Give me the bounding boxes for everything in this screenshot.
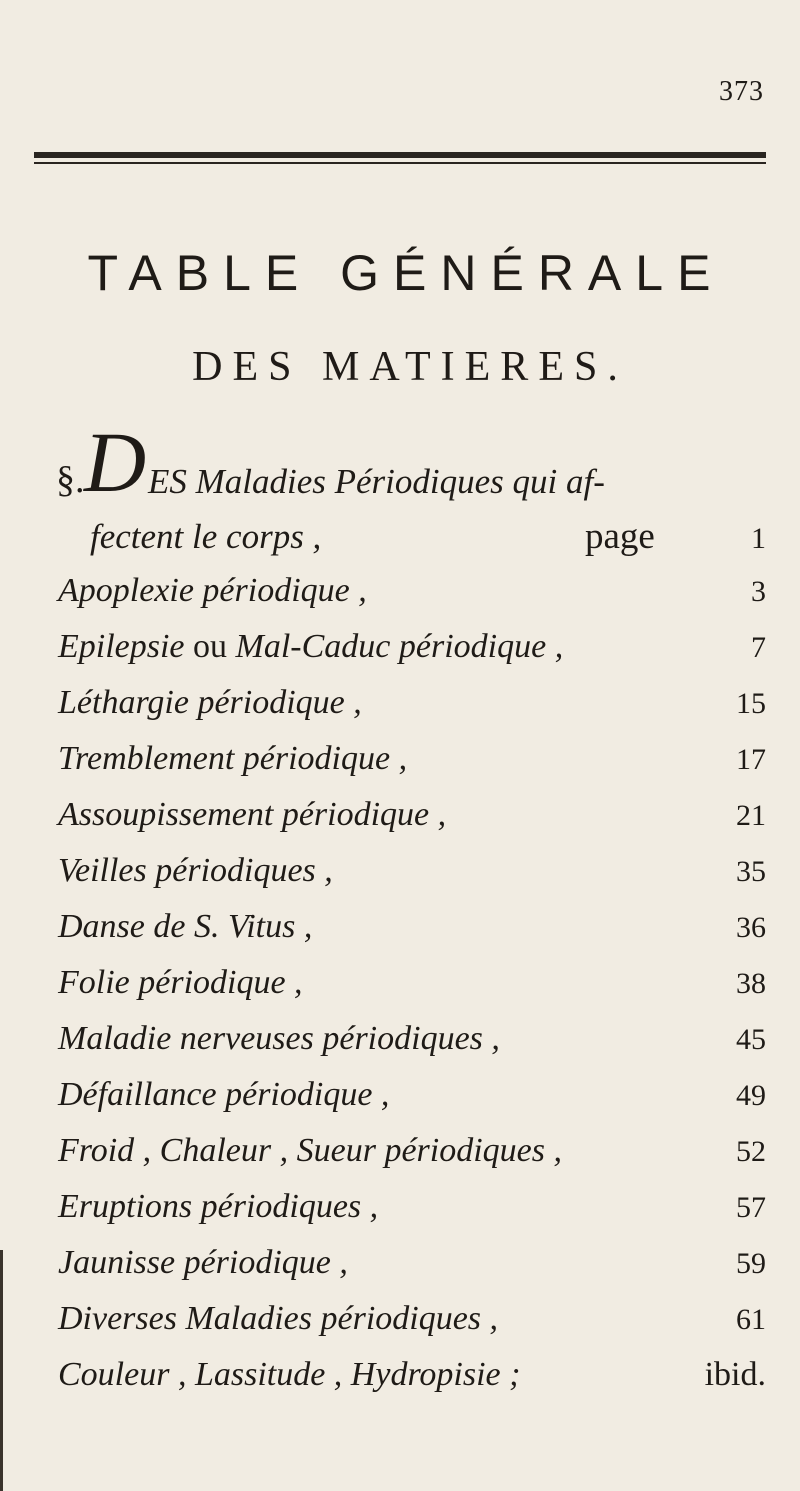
- entry-title: Froid , Chaleur , Sueur périodiques ,: [58, 1132, 562, 1169]
- header-rule: [34, 152, 766, 158]
- entry-title: Danse de S. Vitus ,: [58, 908, 313, 945]
- list-item: [58, 964, 766, 1020]
- page-number: 373: [719, 76, 764, 107]
- entry-page: 38: [736, 967, 766, 1000]
- entry-title: Eruptions périodiques ,: [58, 1188, 379, 1225]
- entry-title: [58, 628, 563, 666]
- entry-title: Couleur , Lassitude , Hydropisie ;: [58, 1356, 521, 1393]
- entry-page: 61: [736, 1303, 766, 1336]
- entry-page: 17: [736, 743, 766, 776]
- section-mark: §.: [56, 459, 85, 501]
- entry-title: Assoupissement périodique ,: [58, 796, 447, 833]
- intro-line-1: ES Maladies Périodiques qui af-: [148, 462, 605, 501]
- entry-title-a: Epilepsie: [58, 628, 185, 665]
- list-item: [58, 1132, 766, 1188]
- intro-line-2: fectent le corps ,: [90, 517, 322, 556]
- entry-title: Apoplexie périodique ,: [58, 572, 367, 609]
- page-title: TABLE GÉNÉRALE: [87, 245, 725, 301]
- entry-page: 36: [736, 911, 766, 944]
- intro-page: 1: [751, 522, 766, 555]
- entry-page: 21: [736, 799, 766, 832]
- list-item: [58, 1300, 766, 1356]
- list-item: [58, 1188, 766, 1244]
- entry-title: Jaunisse périodique ,: [58, 1244, 348, 1281]
- entry-title: Maladie nerveuses périodiques ,: [58, 1020, 500, 1057]
- entry-page: 57: [736, 1191, 766, 1224]
- list-item: [58, 1076, 766, 1132]
- entry-page: 7: [751, 631, 766, 664]
- list-item: [58, 796, 766, 852]
- entry-page: 52: [736, 1135, 766, 1168]
- list-item: [58, 852, 766, 908]
- entry-title: Tremblement périodique ,: [58, 740, 408, 777]
- entry-page: 49: [736, 1079, 766, 1112]
- list-item: [58, 684, 766, 740]
- entry-title-c: Mal-Caduc périodique ,: [235, 628, 564, 665]
- list-item: [58, 740, 766, 796]
- header-rule-thin: [34, 162, 766, 164]
- drop-cap: D: [84, 414, 147, 510]
- binding-edge: [0, 1250, 3, 1491]
- list-item: [58, 1244, 766, 1300]
- list-item: [58, 1356, 766, 1412]
- list-item: [58, 1020, 766, 1076]
- entry-page: 3: [751, 575, 766, 608]
- page-subtitle: DES MATIERES.: [192, 344, 628, 390]
- entry-page: 45: [736, 1023, 766, 1056]
- intro-page-ref: [585, 515, 766, 571]
- entry-title: Diverses Maladies périodiques ,: [58, 1300, 499, 1337]
- entry-title: Veilles périodiques ,: [58, 852, 333, 889]
- entry-page: 35: [736, 855, 766, 888]
- entry-page: ibid.: [704, 1356, 766, 1393]
- entry-page: 59: [736, 1247, 766, 1280]
- entry-title: Léthargie périodique ,: [58, 684, 362, 721]
- list-item: [58, 628, 766, 684]
- entry-page: 15: [736, 687, 766, 720]
- entry-title: Folie périodique ,: [58, 964, 303, 1001]
- entry-title: Défaillance périodique ,: [58, 1076, 390, 1113]
- list-item: [58, 572, 766, 628]
- entry-title-b: ou: [184, 628, 236, 665]
- page-word: page: [585, 516, 655, 557]
- list-item: [58, 908, 766, 964]
